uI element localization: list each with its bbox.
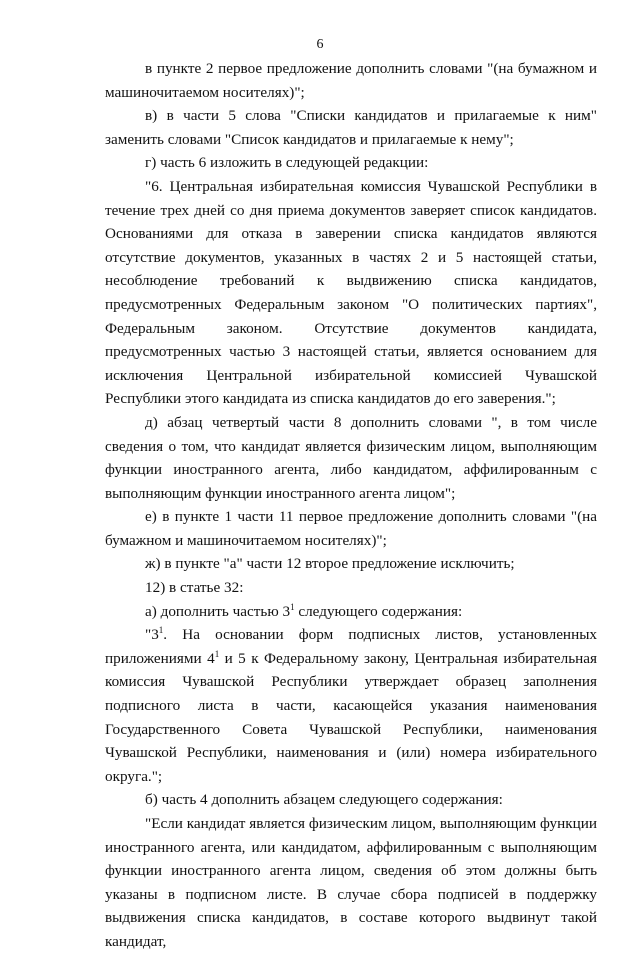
paragraph: ж) в пункте "а" части 12 второе предложение исключить; [145, 555, 515, 573]
paragraph-text: следующего содержания: [294, 602, 463, 620]
superscript: 1 [158, 625, 164, 636]
paragraph: в пункте 2 первое предложение дополнить словами "(на бумажном и машиночитаемом носителях)"; [105, 60, 597, 101]
paragraph-text: и 5 к Федеральному закону, Центральная избирательная комиссия Чувашской Республики утверждает образец заполнения подписного листа в части, касающейся указания наименования Государственного Совета Чувашской Республики, наименования Чувашской Республики, наименования и (или) номера избирательного округа."; [105, 649, 597, 785]
page-number: 6 [316, 37, 324, 52]
paragraph-text: а) дополнить частью 3 [145, 602, 291, 620]
paragraph-text: . На основании форм подписных листов, установленных приложениями 4 [105, 626, 597, 667]
paragraph: г) часть 6 изложить в следующей редакции: [145, 154, 429, 172]
paragraph: в) в части 5 слова "Списки кандидатов и прилагаемые к ним" заменить словами "Список кандидатов и прилагаемые к нему"; [105, 107, 597, 148]
paragraph: е) в пункте 1 части 11 первое предложение дополнить словами "(на бумажном и машиночитаемом носителях)"; [105, 508, 597, 549]
paragraph [105, 600, 597, 624]
paragraph: д) абзац четвертый части 8 дополнить словами ", в том числе сведения о том, что кандидат является физическим лицом, выполняющим функции иностранного агента, либо кандидатом, аффилированным с выполняющим функции иностранного агента лицом"; [105, 413, 597, 502]
paragraph: "6. Центральная избирательная комиссия Чувашской Республики в течение трех дней со дня приема документов заверяет список кандидатов. Основаниями для отказа в заверении списка кандидатов являются отсутствие документов, указанных в частях 2 и 5 настоящей статьи, несоблюдение требований к выдвижению списка кандидатов, предусмотренных Федеральным законом "О политических партиях", Федеральным законом. Отсутствие документов кандидата, предусмотренных частью 3 настоящей статьи, является основанием для исключения Центральной избирательной комиссией Чувашской Республики этого кандидата из списка кандидатов до его заверения."; [105, 177, 597, 408]
superscript: 1 [214, 648, 220, 659]
paragraph [105, 623, 597, 788]
document-body [105, 57, 597, 954]
paragraph-text: "3 [145, 626, 159, 644]
paragraph: 12) в статье 32: [145, 579, 244, 597]
paragraph: "Если кандидат является физическим лицом, выполняющим функции иностранного агента, или кандидатом, аффилированным с выполняющим функции иностранного агента лицом, сведения об этом должны быть указаны в подписном листе. В случае сбора подписей в поддержку выдвижения списка кандидатов, в составе которого выдвинут такой кандидат, [105, 815, 597, 950]
paragraph: б) часть 4 дополнить абзацем следующего содержания: [145, 791, 503, 809]
superscript: 1 [290, 601, 295, 612]
